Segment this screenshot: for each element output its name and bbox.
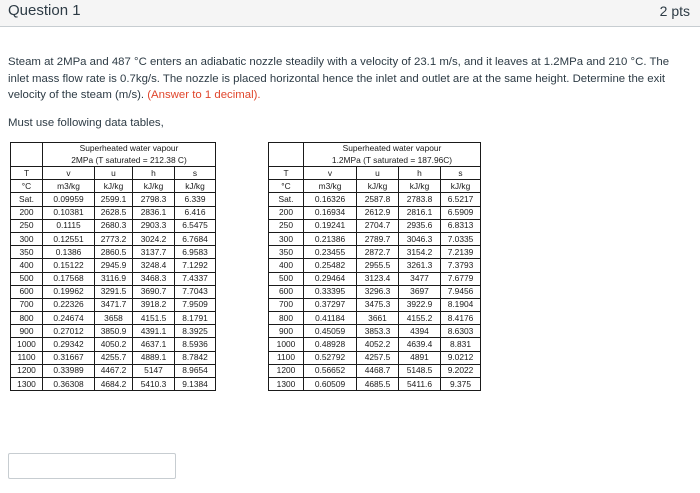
table-cell: 5410.3 [133,378,175,391]
table-cell: 4050.2 [95,338,133,351]
column-unit: kJ/kg [133,180,175,193]
table-row [269,219,481,232]
table-row [269,338,481,351]
table-cell: 8.9654 [175,364,216,377]
table-row [11,219,216,232]
table-row [11,325,216,338]
table-cell: 0.21386 [304,232,357,245]
question-header [0,0,700,27]
column-unit: °C [11,180,43,193]
table-cell: 2816.1 [399,206,441,219]
table-cell: 2587.8 [357,193,399,206]
table-cell: 7.7043 [175,285,216,298]
table-cell: 8.831 [441,338,481,351]
table-cell: 3690.7 [133,285,175,298]
table-cell: 3918.2 [133,298,175,311]
table-blank-cell [269,155,304,167]
table-cell: 1200 [269,364,304,377]
table-blank-cell [11,143,43,155]
table-cell: 3261.3 [399,259,441,272]
table-row [269,378,481,391]
column-header: h [399,167,441,180]
table-cell: 3137.7 [133,246,175,259]
table-cell: 1200 [11,364,43,377]
table-cell: 6.339 [175,193,216,206]
table-units-row [11,180,216,193]
table-cell: 6.5475 [175,219,216,232]
table-cell: 0.52792 [304,351,357,364]
table-cell: 4468.7 [357,364,399,377]
table-cell: 2945.9 [95,259,133,272]
table-cell: 7.1292 [175,259,216,272]
table-cell: 500 [11,272,43,285]
table-cell: 9.2022 [441,364,481,377]
table-cell: 9.375 [441,378,481,391]
table-row [269,272,481,285]
table-units-row [269,180,481,193]
table-row [269,351,481,364]
table-cell: 0.23455 [304,246,357,259]
table-cell: 0.48928 [304,338,357,351]
table-cell: 4684.2 [95,378,133,391]
table-row [269,206,481,219]
column-header: u [357,167,399,180]
table-title-row [11,143,216,155]
table-cell: 900 [11,325,43,338]
steam-table-2mpa [10,142,216,391]
table-cell: 0.1386 [43,246,95,259]
table-cell: 4637.1 [133,338,175,351]
table-cell: 3850.9 [95,325,133,338]
table-cell: 4151.5 [133,312,175,325]
table-cell: 400 [11,259,43,272]
table-cell: 2903.3 [133,219,175,232]
table-subtitle: 2MPa (T saturated = 212.38 C) [43,155,216,167]
table-cell: 2773.2 [95,232,133,245]
table-cell: 3922.9 [399,298,441,311]
table-row [11,206,216,219]
table-cell: 7.3793 [441,259,481,272]
table-cell: 0.56652 [304,364,357,377]
table-cell: 6.8313 [441,219,481,232]
table-row [269,193,481,206]
column-unit: m3/kg [304,180,357,193]
table-row [269,364,481,377]
table-cell: 600 [269,285,304,298]
table-cell: 5148.5 [399,364,441,377]
table-cell: 4889.1 [133,351,175,364]
steam-table-1-2mpa [268,142,481,391]
table-cell: 0.31667 [43,351,95,364]
table-cell: 0.19241 [304,219,357,232]
table-cell: 6.5909 [441,206,481,219]
table-row [11,378,216,391]
table-cell: 8.5936 [175,338,216,351]
table-cell: 0.17568 [43,272,95,285]
table-cell: 3468.3 [133,272,175,285]
table-cell: 800 [11,312,43,325]
table-cell: 0.15122 [43,259,95,272]
column-header: u [95,167,133,180]
table-title-row [269,143,481,155]
table-cell: 0.16326 [304,193,357,206]
table-cell: 4639.4 [399,338,441,351]
table-cell: 200 [11,206,43,219]
table-cell: 4391.1 [133,325,175,338]
table-cell: 5411.6 [399,378,441,391]
column-header: T [11,167,43,180]
table-cell: 7.9456 [441,285,481,298]
column-unit: kJ/kg [357,180,399,193]
table-cell: 400 [269,259,304,272]
table-row [269,325,481,338]
table-cell: 2798.3 [133,193,175,206]
table-cell: 4467.2 [95,364,133,377]
table-cell: 3661 [357,312,399,325]
table-cell: 7.2139 [441,246,481,259]
table-cell: 4257.5 [357,351,399,364]
table-cell: 0.33395 [304,285,357,298]
table-cell: 1100 [11,351,43,364]
table-subtitle: 1.2MPa (T saturated = 187.96C) [304,155,481,167]
table-cell: 2872.7 [357,246,399,259]
table-cell: 700 [11,298,43,311]
table-row [11,193,216,206]
table-cell: 9.0212 [441,351,481,364]
table-cell: 6.9583 [175,246,216,259]
column-header: s [175,167,216,180]
column-unit: kJ/kg [441,180,481,193]
table-cell: 0.19962 [43,285,95,298]
column-header: s [441,167,481,180]
table-cell: 2860.5 [95,246,133,259]
table-cell: 8.1791 [175,312,216,325]
question-text [8,54,688,104]
table-cell: 1100 [269,351,304,364]
table-cell: 4255.7 [95,351,133,364]
table-cell: 350 [269,246,304,259]
table-cell: 6.7684 [175,232,216,245]
table-cell: 0.41184 [304,312,357,325]
table-row [269,232,481,245]
table-header-row [11,167,216,180]
table-cell: 0.24674 [43,312,95,325]
table-cell: 0.60509 [304,378,357,391]
table-cell: 2783.8 [399,193,441,206]
table-row [11,285,216,298]
table-cell: 3853.3 [357,325,399,338]
table-cell: 2680.3 [95,219,133,232]
table-cell: 0.09959 [43,193,95,206]
table-cell: 8.3925 [175,325,216,338]
answer-input[interactable] [8,453,176,479]
table-title: Superheated water vapour [304,143,481,155]
question-points: 2 pts [659,3,690,19]
table-row [11,246,216,259]
table-cell: 4685.5 [357,378,399,391]
table-cell: 1300 [11,378,43,391]
table-cell: 0.16934 [304,206,357,219]
table-subtitle-row [269,155,481,167]
table-cell: 1000 [11,338,43,351]
table-cell: 3471.7 [95,298,133,311]
table-cell: 300 [11,232,43,245]
table-cell: Sat. [269,193,304,206]
table-cell: 6.5217 [441,193,481,206]
table-cell: 1000 [269,338,304,351]
table-cell: 0.29342 [43,338,95,351]
column-header: v [43,167,95,180]
table-cell: 2836.1 [133,206,175,219]
table-cell: 3475.3 [357,298,399,311]
table-cell: 7.9509 [175,298,216,311]
column-unit: m3/kg [43,180,95,193]
table-cell: 250 [11,219,43,232]
table-cell: 0.1115 [43,219,95,232]
table-blank-cell [11,155,43,167]
table-cell: 3154.2 [399,246,441,259]
question-title: Question 1 [8,2,81,19]
table-cell: 250 [269,219,304,232]
table-cell: 3116.9 [95,272,133,285]
table-cell: 8.7842 [175,351,216,364]
table-blank-cell [269,143,304,155]
table-cell: 7.0335 [441,232,481,245]
table-row [269,259,481,272]
table-cell: 3697 [399,285,441,298]
table-cell: 9.1384 [175,378,216,391]
table-cell: 300 [269,232,304,245]
table-cell: 4052.2 [357,338,399,351]
table-cell: 0.10381 [43,206,95,219]
table-row [11,364,216,377]
table-row [11,232,216,245]
data-table-instruction: Must use following data tables, [8,117,164,129]
table-row [269,312,481,325]
column-header: T [269,167,304,180]
table-cell: 3248.4 [133,259,175,272]
table-cell: 3658 [95,312,133,325]
table-cell: 700 [269,298,304,311]
table-cell: 0.25482 [304,259,357,272]
table-cell: 3477 [399,272,441,285]
table-cell: 2612.9 [357,206,399,219]
table-title: Superheated water vapour [43,143,216,155]
table-row [11,338,216,351]
table-cell: 0.33989 [43,364,95,377]
table-cell: 8.1904 [441,298,481,311]
table-cell: 3024.2 [133,232,175,245]
table-cell: 3123.4 [357,272,399,285]
table-cell: 0.45059 [304,325,357,338]
table-cell: 7.4337 [175,272,216,285]
table-cell: 0.12551 [43,232,95,245]
column-header: v [304,167,357,180]
answer-hint: (Answer to 1 decimal). [147,89,261,101]
table-row [11,259,216,272]
table-header-row [269,167,481,180]
table-cell: 0.36308 [43,378,95,391]
table-subtitle-row [11,155,216,167]
table-row [11,351,216,364]
table-cell: 0.37297 [304,298,357,311]
table-cell: 1300 [269,378,304,391]
table-cell: 8.4176 [441,312,481,325]
table-cell: 2704.7 [357,219,399,232]
table-cell: 2789.7 [357,232,399,245]
question-body: Steam at 2MPa and 487 °C enters an adiabatic nozzle steadily with a velocity of 23.1 m/s, and it leaves at 1.2MPa and 210 °C. The inlet mass flow rate is 0.7kg/s. The nozzle is placed horizontal hence the inlet and outlet are at the same height. Determine the exit velocity of the steam (m/s). [8,56,670,101]
table-row [269,298,481,311]
table-cell: 4891 [399,351,441,364]
table-cell: 4155.2 [399,312,441,325]
table-row [11,272,216,285]
table-cell: 200 [269,206,304,219]
table-cell: 2935.6 [399,219,441,232]
table-cell: 3291.5 [95,285,133,298]
table-cell: 350 [11,246,43,259]
table-cell: 5147 [133,364,175,377]
table-cell: 0.22326 [43,298,95,311]
table-cell: 6.416 [175,206,216,219]
column-unit: kJ/kg [95,180,133,193]
table-cell: 500 [269,272,304,285]
table-cell: 800 [269,312,304,325]
table-cell: 2955.5 [357,259,399,272]
table-cell: 0.27012 [43,325,95,338]
column-unit: kJ/kg [399,180,441,193]
table-cell: 0.29464 [304,272,357,285]
table-cell: 4394 [399,325,441,338]
table-cell: 3046.3 [399,232,441,245]
table-cell: 2599.1 [95,193,133,206]
column-header: h [133,167,175,180]
table-row [11,298,216,311]
table-cell: 8.6303 [441,325,481,338]
table-cell: 3296.3 [357,285,399,298]
column-unit: kJ/kg [175,180,216,193]
table-cell: 2628.5 [95,206,133,219]
table-cell: 600 [11,285,43,298]
table-row [269,285,481,298]
table-cell: Sat. [11,193,43,206]
table-row [269,246,481,259]
table-cell: 7.6779 [441,272,481,285]
column-unit: °C [269,180,304,193]
table-row [11,312,216,325]
table-cell: 900 [269,325,304,338]
